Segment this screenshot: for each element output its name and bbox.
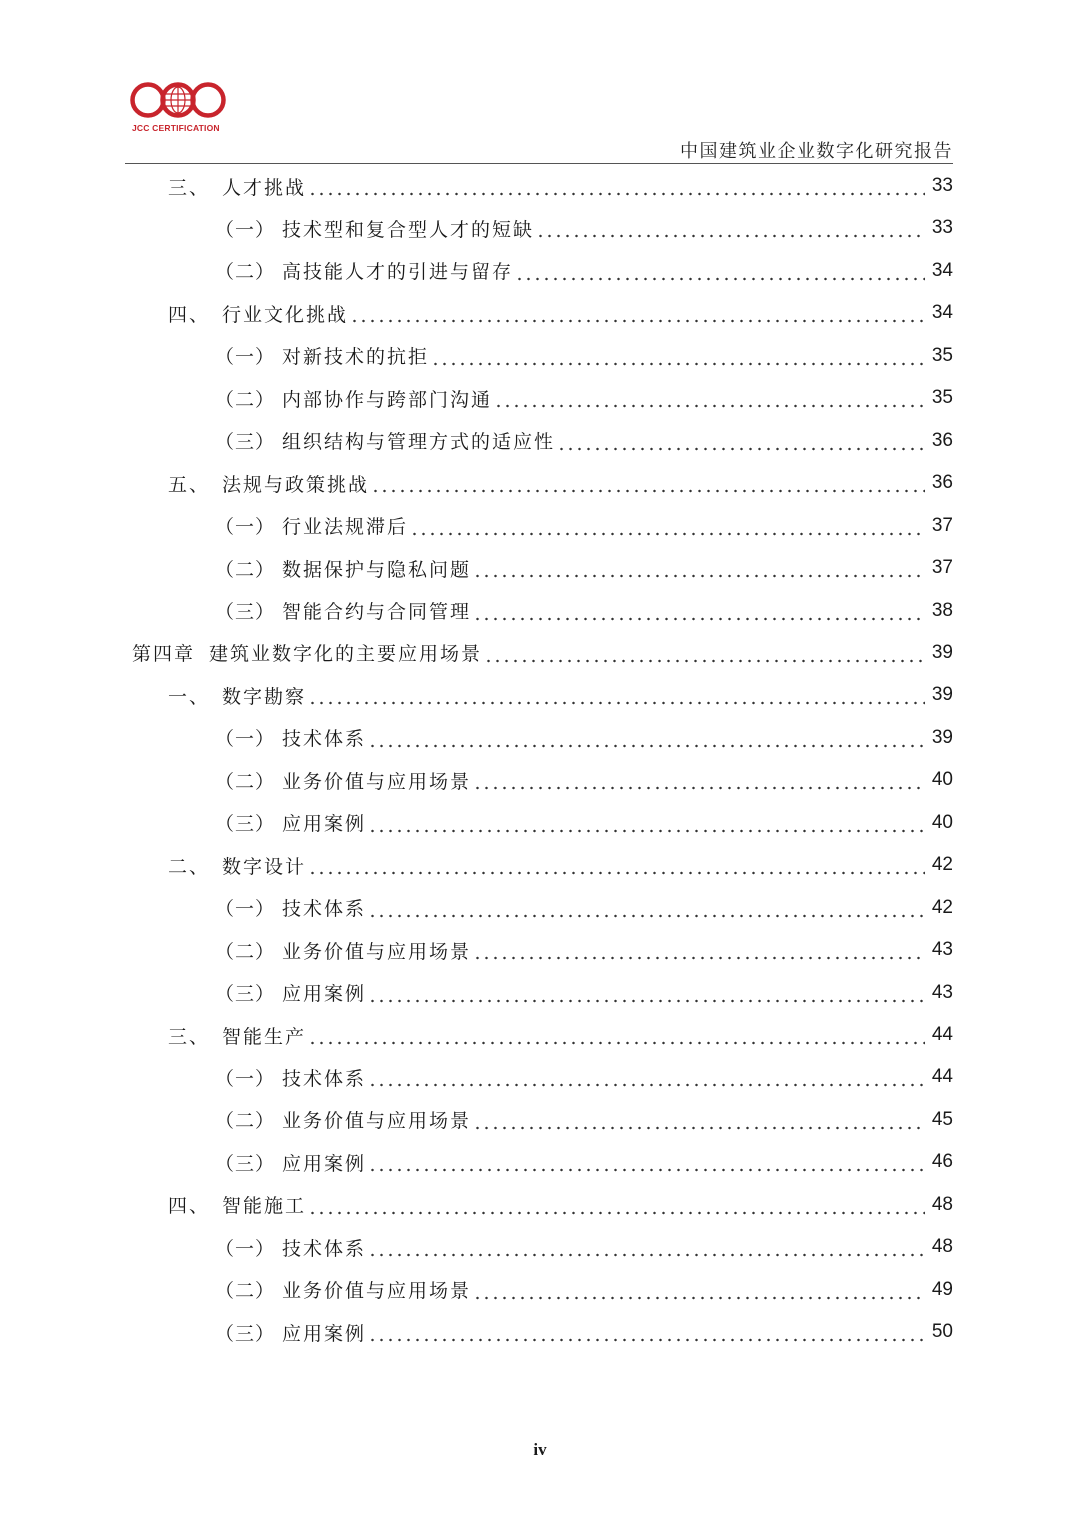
toc-entry[interactable] (132, 632, 953, 674)
toc-entry-page: 46 (931, 1151, 953, 1173)
toc-entry-title: 业务价值与应用场景 (282, 1110, 472, 1133)
toc-entry[interactable] (168, 292, 953, 334)
header-divider (125, 163, 953, 164)
toc-entry[interactable] (215, 1226, 953, 1268)
toc-entry-number: 五、 (168, 473, 211, 496)
toc-entry-number: （二） (215, 1280, 276, 1303)
toc-dot-leader (371, 462, 925, 504)
toc-entry-title: 业务价值与应用场景 (282, 1280, 472, 1303)
toc-dot-leader (368, 1311, 925, 1353)
toc-entry-page: 34 (931, 302, 953, 324)
toc-entry[interactable] (215, 590, 953, 632)
toc-entry-number: （二） (215, 261, 276, 284)
toc-entry-number: （一） (215, 346, 276, 369)
toc-entry-title: 数据保护与隐私问题 (282, 558, 472, 581)
toc-entry-number: 四、 (168, 1195, 211, 1218)
toc-entry-page: 36 (931, 472, 953, 494)
toc-entry[interactable] (168, 674, 953, 716)
toc-entry-number: 三、 (168, 176, 211, 199)
toc-entry-number: （一） (215, 728, 276, 751)
toc-dot-leader (494, 377, 925, 419)
toc-entry-title: 对新技术的抗拒 (282, 346, 430, 369)
toc-dot-leader (473, 1099, 925, 1141)
toc-dot-leader (350, 292, 925, 334)
jcc-logo-rings-icon (128, 78, 232, 122)
toc-entry[interactable] (215, 420, 953, 462)
toc-dot-leader (431, 335, 925, 377)
toc-entry-number: （三） (215, 983, 276, 1006)
toc-entry-page: 43 (931, 981, 953, 1003)
toc-dot-leader (473, 759, 925, 801)
report-title: 中国建筑业企业数字化研究报告 (680, 141, 953, 162)
toc-entry-number: （二） (215, 388, 276, 411)
toc-dot-leader (368, 1056, 925, 1098)
toc-entry-title: 数字勘察 (222, 685, 307, 708)
toc-entry[interactable] (215, 1141, 953, 1183)
toc-entry-page: 48 (931, 1236, 953, 1258)
jcc-logo (128, 78, 232, 138)
toc-entry-number: （一） (215, 218, 276, 241)
toc-dot-leader (368, 1141, 925, 1183)
toc-entry-number: （一） (215, 898, 276, 921)
toc-entry-title: 业务价值与应用场景 (282, 770, 472, 793)
toc-entry[interactable] (168, 462, 953, 504)
toc-entry[interactable] (215, 717, 953, 759)
toc-entry-title: 应用案例 (282, 813, 367, 836)
toc-entry-page: 42 (931, 896, 953, 918)
toc-dot-leader (473, 929, 925, 971)
toc-entry-page: 50 (931, 1321, 953, 1343)
toc-entry-title: 技术体系 (282, 1237, 367, 1260)
toc-entry-page: 43 (931, 939, 953, 961)
toc-entry-page: 39 (931, 641, 953, 663)
toc-entry-number: 四、 (168, 303, 211, 326)
toc-entry-title: 技术型和复合型人才的短缺 (282, 218, 535, 241)
toc-entry[interactable] (168, 165, 953, 207)
toc-dot-leader (368, 1226, 925, 1268)
toc-entry-title: 内部协作与跨部门沟通 (282, 388, 493, 411)
toc-entry-title: 建筑业数字化的主要应用场景 (209, 643, 483, 666)
toc-entry-title: 高技能人才的引进与留存 (282, 261, 514, 284)
toc-entry[interactable] (168, 844, 953, 886)
toc-dot-leader (308, 1184, 925, 1226)
toc-entry-number: （一） (215, 516, 276, 539)
toc-dot-leader (473, 590, 925, 632)
toc-entry-page: 48 (931, 1193, 953, 1215)
toc-entry[interactable] (215, 335, 953, 377)
toc-entry-number: （二） (215, 1110, 276, 1133)
toc-entry[interactable] (215, 377, 953, 419)
toc-entry-title: 数字设计 (222, 855, 307, 878)
toc-entry-page: 38 (931, 599, 953, 621)
toc-dot-leader (368, 802, 925, 844)
toc-dot-leader (368, 717, 925, 759)
toc-entry[interactable] (215, 1099, 953, 1141)
toc-entry-title: 技术体系 (282, 728, 367, 751)
toc-dot-leader (473, 1269, 925, 1311)
toc-entry-title: 法规与政策挑战 (222, 473, 370, 496)
toc-entry-page: 44 (931, 1024, 953, 1045)
toc-entry-page: 35 (931, 387, 953, 409)
toc-dot-leader (308, 844, 925, 886)
toc-entry-page: 35 (931, 344, 953, 366)
toc-dot-leader (515, 250, 925, 292)
toc-entry[interactable] (215, 929, 953, 971)
toc-entry-title: 智能生产 (222, 1025, 307, 1048)
toc-entry-page: 49 (931, 1278, 953, 1300)
toc-dot-leader (536, 207, 925, 249)
toc-entry-number: （三） (215, 1322, 276, 1345)
toc-entry-number: （三） (215, 601, 276, 623)
toc-entry-number: 二、 (168, 855, 211, 878)
toc-entry-title: 技术体系 (282, 898, 367, 921)
toc-entry-page: 40 (931, 811, 953, 833)
toc-entry-number: （三） (215, 1152, 276, 1175)
toc-entry[interactable] (215, 802, 953, 844)
toc-entry-page: 36 (931, 429, 953, 451)
toc-entry-number: （二） (215, 770, 276, 793)
logo-text: JCC CERTIFICATION (132, 123, 220, 133)
toc-entry-title: 应用案例 (282, 1322, 367, 1345)
toc-dot-leader (484, 632, 925, 674)
toc-entry-page: 34 (931, 259, 953, 281)
toc-entry-number: （二） (215, 558, 276, 581)
toc-entry-page: 33 (931, 217, 953, 239)
toc-dot-leader (368, 887, 925, 929)
toc-entry[interactable] (215, 1056, 953, 1098)
toc-entry-number: （二） (215, 940, 276, 963)
toc-entry-page: 40 (931, 769, 953, 791)
toc-entry[interactable] (215, 887, 953, 929)
toc-entry[interactable] (215, 1269, 953, 1311)
toc-entry-number: （三） (215, 813, 276, 836)
toc-entry[interactable] (215, 547, 953, 589)
toc-entry-page: 39 (931, 726, 953, 748)
toc-dot-leader (473, 547, 925, 589)
toc-entry-title: 行业文化挑战 (222, 303, 349, 326)
toc-entry[interactable] (215, 1311, 953, 1353)
toc-entry-number: 一、 (168, 685, 211, 708)
toc-entry-title: 智能合约与合同管理 (282, 601, 472, 623)
toc-entry[interactable] (215, 207, 953, 249)
toc-entry[interactable] (215, 972, 953, 1014)
toc-entry[interactable] (215, 250, 953, 292)
toc-entry[interactable] (168, 1184, 953, 1226)
toc-entry-title: 技术体系 (282, 1067, 367, 1090)
toc-entry-title: 业务价值与应用场景 (282, 940, 472, 963)
toc-dot-leader (368, 972, 925, 1014)
toc-entry-page: 37 (931, 514, 953, 536)
toc-entry-number: （一） (215, 1237, 276, 1260)
toc-entry[interactable] (215, 759, 953, 801)
toc-entry-page: 44 (931, 1066, 953, 1088)
toc-entry-title: 行业法规滞后 (282, 516, 409, 539)
toc-entry-number: （一） (215, 1067, 276, 1090)
toc-entry-page: 39 (931, 684, 953, 706)
toc-dot-leader (410, 505, 925, 547)
toc-dot-leader (308, 674, 925, 716)
toc-entry-page: 33 (931, 175, 953, 196)
toc-entry-title: 应用案例 (282, 1152, 367, 1175)
toc-entry-number: 第四章 (132, 643, 196, 666)
toc-entry-title: 人才挑战 (222, 176, 307, 199)
toc-entry-page: 45 (931, 1108, 953, 1130)
toc-entry-title: 组织结构与管理方式的适应性 (282, 431, 556, 454)
toc-entry-page: 37 (931, 557, 953, 579)
toc-dot-leader (308, 1014, 925, 1056)
toc-entry[interactable] (215, 505, 953, 547)
toc-entry-number: 三、 (168, 1025, 211, 1048)
toc-entry-page: 42 (931, 854, 953, 876)
toc-dot-leader (557, 420, 925, 462)
toc-entry-title: 智能施工 (222, 1195, 307, 1218)
page-number: iv (533, 1440, 547, 1459)
toc-entry-number: （三） (215, 431, 276, 454)
toc-entry[interactable] (168, 1014, 953, 1056)
toc-dot-leader (308, 165, 925, 207)
toc-entry-title: 应用案例 (282, 983, 367, 1006)
